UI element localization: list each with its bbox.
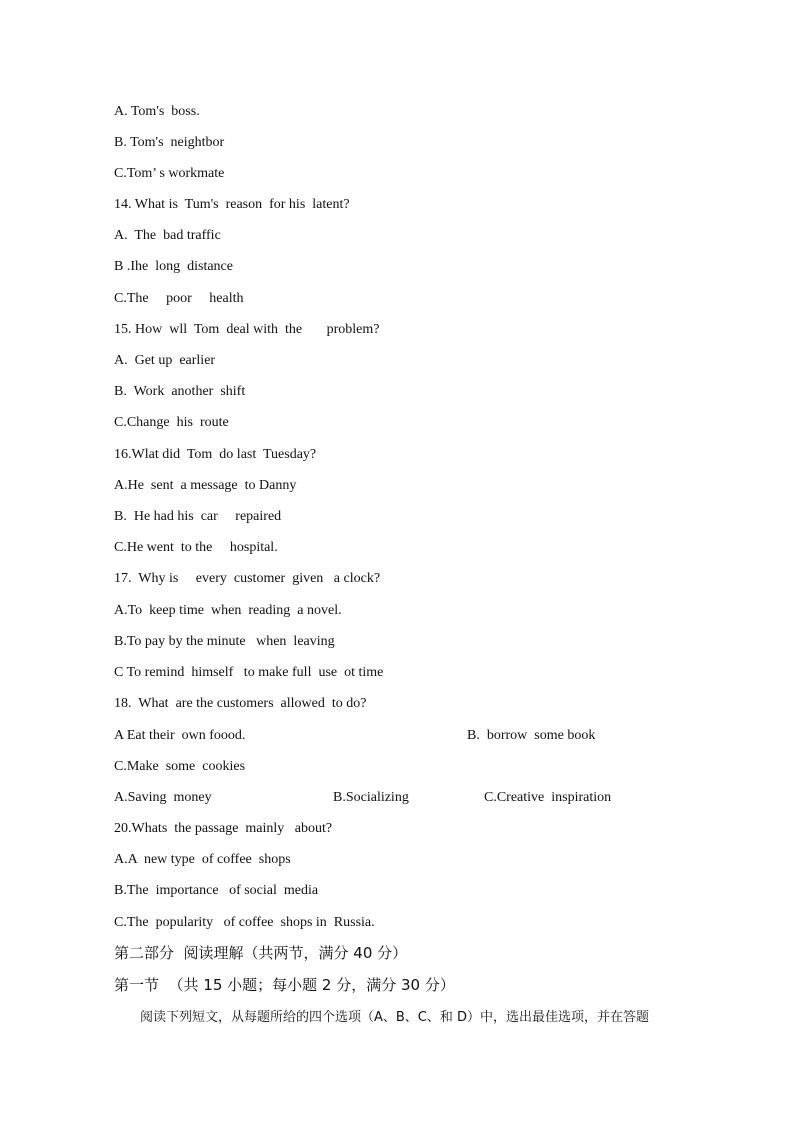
q20-option-c: C.The popularity of coffee shops in Russia. bbox=[114, 915, 375, 930]
q17-option-c: C To remind himself to make full use ot time bbox=[114, 665, 384, 680]
q18-option-b: B. borrow some book bbox=[467, 728, 596, 743]
section1-heading: 第一节 （共 15 小题；每小题 2 分，满分 30 分） bbox=[114, 976, 455, 994]
q19-option-c: C.Creative inspiration bbox=[484, 790, 612, 805]
q16-option-a: A.He sent a message to Danny bbox=[114, 478, 297, 493]
q15-option-a: A. Get up earlier bbox=[114, 353, 216, 368]
q17-question: 17. Why is every customer given a clock? bbox=[114, 571, 381, 586]
q16-option-c: C.He went to the hospital. bbox=[114, 540, 278, 555]
q18-option-a: A Eat their own foood. bbox=[114, 728, 246, 743]
q17-option-a: A.To keep time when reading a novel. bbox=[114, 603, 342, 618]
q13-option-a: A. Tom's boss. bbox=[114, 104, 200, 119]
q15-question: 15. How wll Tom deal with the problem? bbox=[114, 322, 380, 337]
q15-option-b: B. Work another shift bbox=[114, 384, 246, 399]
q18-question: 18. What are the customers allowed to do? bbox=[114, 696, 367, 711]
q16-option-b: B. He had his car repaired bbox=[114, 509, 282, 524]
q14-option-b: B .Ihe long distance bbox=[114, 259, 233, 274]
q19-option-b: B.Socializing bbox=[333, 790, 409, 805]
q20-option-a: A.A new type of coffee shops bbox=[114, 852, 291, 867]
q13-option-c: C.Tom’ s workmate bbox=[114, 166, 225, 181]
reading-instruction: 阅读下列短文，从每题所给的四个选项（A、B、C、和 D）中，选出最佳选项，并在答题 bbox=[140, 1010, 650, 1025]
q18-option-c: C.Make some cookies bbox=[114, 759, 246, 774]
part2-heading: 第二部分 阅读理解（共两节，满分 40 分） bbox=[114, 944, 408, 962]
q13-option-b: B. Tom's neightbor bbox=[114, 135, 225, 150]
q14-question: 14. What is Tum's reason for his latent? bbox=[114, 197, 350, 212]
q15-option-c: C.Change his route bbox=[114, 415, 229, 430]
q20-question: 20.Whats the passage mainly about? bbox=[114, 821, 333, 836]
q16-question: 16.Wlat did Tom do last Tuesday? bbox=[114, 447, 317, 462]
q20-option-b: B.The importance of social media bbox=[114, 883, 319, 898]
q19-option-a: A.Saving money bbox=[114, 790, 212, 805]
q14-option-c: C.The poor health bbox=[114, 291, 244, 306]
q14-option-a: A. The bad traffic bbox=[114, 228, 221, 243]
q17-option-b: B.To pay by the minute when leaving bbox=[114, 634, 335, 649]
